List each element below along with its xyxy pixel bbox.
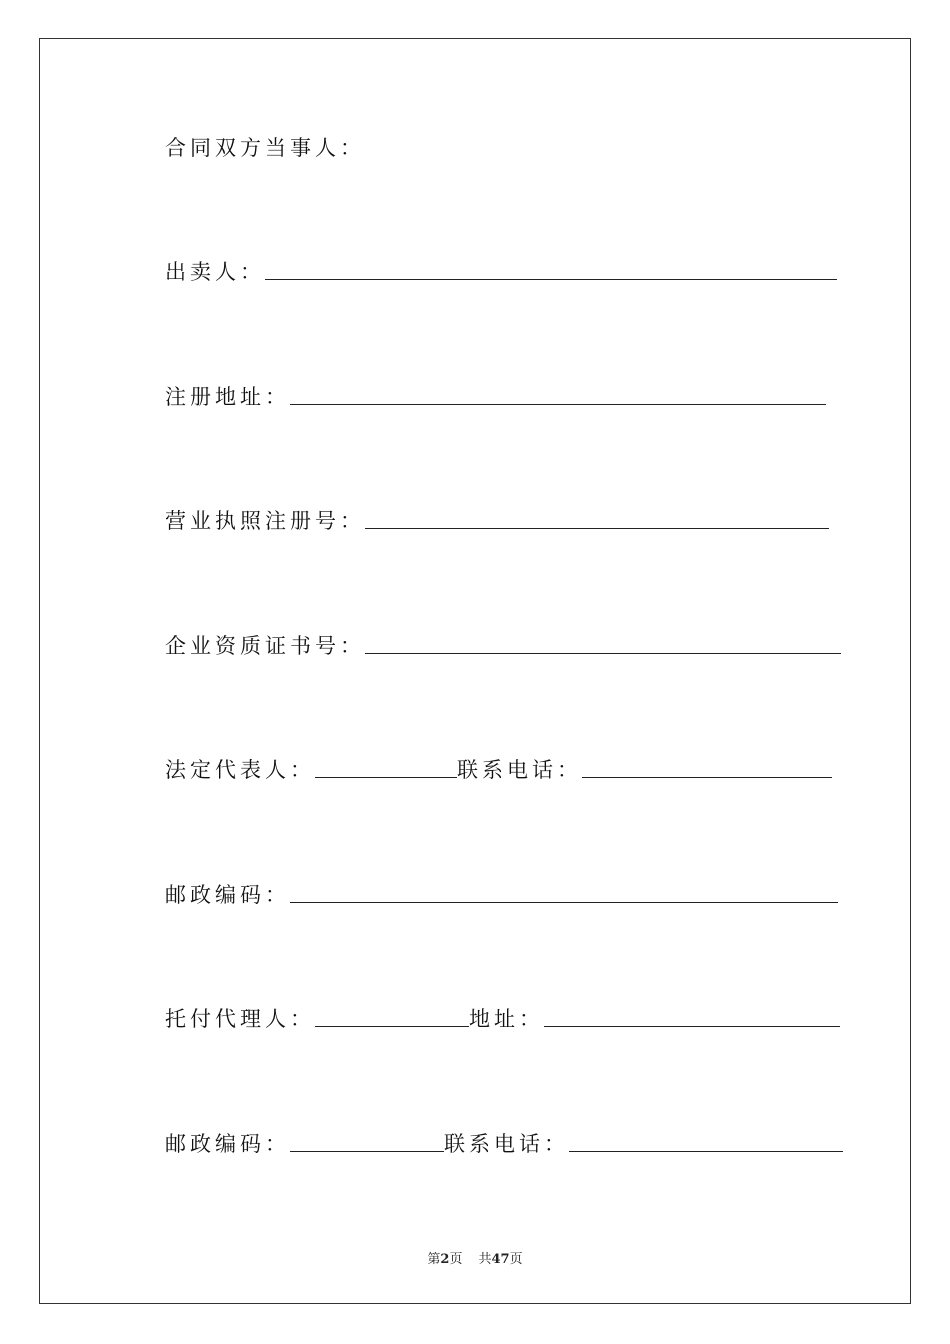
address-label: 地址： [469,1007,544,1031]
heading-line [165,132,365,162]
address-blank[interactable] [544,1025,840,1027]
contact-phone-blank-1[interactable] [582,776,832,778]
page-footer [0,1248,950,1267]
business-license-blank[interactable] [365,527,829,529]
page-suffix: 页 [449,1252,463,1267]
postal-code-line-1 [165,879,838,909]
agent-line [165,1003,840,1033]
registered-address-blank[interactable] [290,403,826,405]
contact-phone-label-2: 联系电话： [444,1132,569,1156]
agent-label: 托付代理人： [165,1007,315,1031]
business-license-label: 营业执照注册号： [165,509,365,533]
postal-code-line-2 [165,1128,843,1158]
legal-rep-blank[interactable] [315,776,457,778]
legal-rep-line [165,754,832,784]
qualification-cert-label: 企业资质证书号： [165,634,365,658]
qualification-cert-blank[interactable] [365,652,841,654]
postal-code-label-1: 邮政编码： [165,883,290,907]
total-prefix: 共 [478,1252,492,1267]
page-number: 2 [440,1252,450,1267]
agent-blank[interactable] [315,1025,469,1027]
contact-phone-label-1: 联系电话： [457,758,582,782]
contract-parties-heading: 合同双方当事人： [165,136,365,160]
qualification-cert-line [165,630,841,660]
legal-rep-label: 法定代表人： [165,758,315,782]
seller-blank[interactable] [265,278,837,280]
registered-address-line [165,381,826,411]
contact-phone-blank-2[interactable] [569,1150,843,1152]
registered-address-label: 注册地址： [165,385,290,409]
postal-code-blank-2[interactable] [290,1150,444,1152]
seller-label: 出卖人： [165,260,265,284]
page-border [39,38,911,1304]
total-suffix: 页 [509,1252,523,1267]
page-prefix: 第 [427,1252,441,1267]
business-license-line [165,505,829,535]
total-pages: 47 [491,1252,510,1267]
postal-code-label-2: 邮政编码： [165,1132,290,1156]
postal-code-blank-1[interactable] [290,901,838,903]
seller-line [165,256,837,286]
